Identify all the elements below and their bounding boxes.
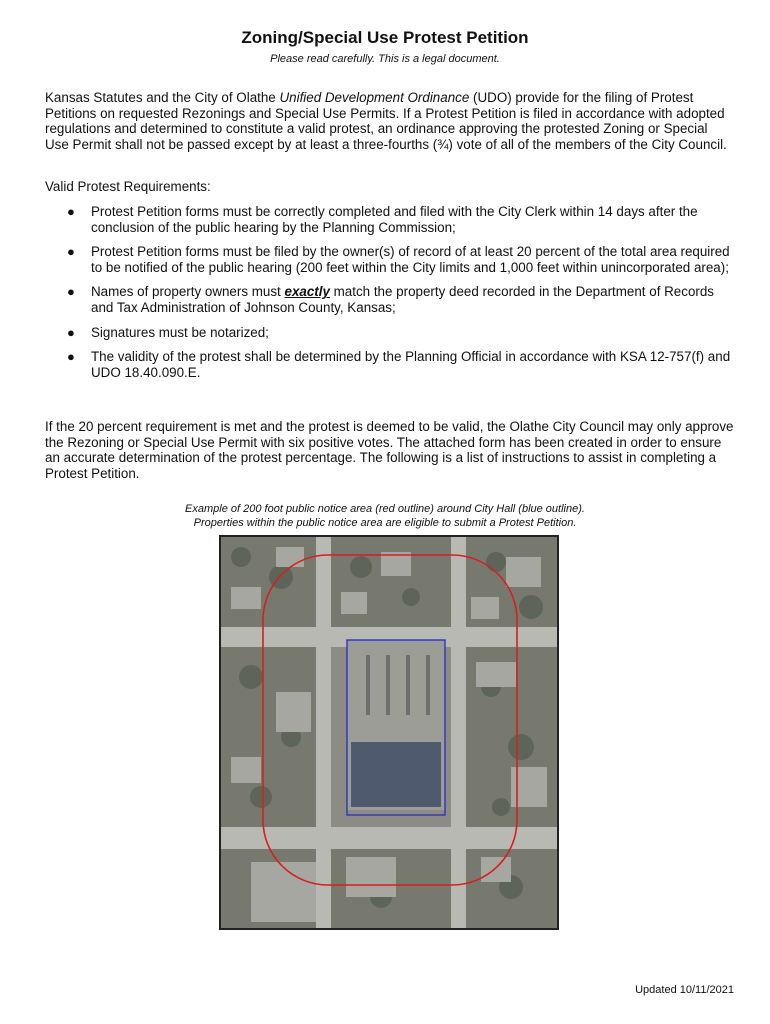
bullet-icon: ● (67, 324, 75, 340)
page-subtitle: Please read carefully. This is a legal document. (270, 53, 500, 65)
updated-date: Updated 10/11/2021 (635, 984, 734, 996)
aerial-map-image (219, 535, 559, 930)
list-item (45, 204, 737, 235)
figure-caption (0, 502, 770, 530)
list-item (45, 244, 737, 275)
aerial-map-svg (221, 537, 557, 928)
intro-paragraph (45, 90, 735, 152)
requirement-text: Protest Petition forms must be correctly completed and filed with the City Clerk within 14 days after the conclusion of the public hearing by the Planning Commission; (91, 204, 698, 235)
caption-line-2: Properties within the public notice area are eligible to submit a Protest Petition. (193, 517, 577, 529)
requirement-text: Signatures must be notarized; (91, 324, 269, 340)
page-title: Zoning/Special Use Protest Petition (241, 28, 529, 47)
requirement-text: Protest Petition forms must be filed by the owner(s) of record of at least 20 percent of the total area required to be notified of the public hearing (200 feet within the City limits and 1,000 feet within unincorporated area); (91, 244, 730, 275)
requirements-list (45, 204, 737, 389)
closing-paragraph: If the 20 percent requirement is met and the protest is deemed to be valid, the Olathe City Council may only approve the Rezoning or Special Use Permit with six positive votes. The attached form has been created in order to ensure an accurate determination of the protest percentage. The following is a list of instructions to assist in completing a Protest Petition. (45, 419, 734, 481)
bullet-icon: ● (67, 284, 75, 300)
list-item (45, 284, 737, 315)
list-item (45, 349, 737, 380)
intro-emphasis: Unified Development Ordinance (279, 90, 470, 105)
requirement-text-post: match the property deed recorded in the Department of Records and Tax Administration of Johnson County, Kansas; (91, 284, 714, 315)
requirements-heading: Valid Protest Requirements: (45, 179, 211, 194)
intro-text-1: Kansas Statutes and the City of Olathe (45, 90, 280, 105)
bullet-icon: ● (67, 244, 75, 260)
caption-line-1: Example of 200 foot public notice area (red outline) around City Hall (blue outline). (185, 503, 585, 515)
bullet-icon: ● (67, 204, 75, 219)
bullet-icon: ● (67, 349, 75, 365)
requirement-emphasis: exactly (284, 284, 330, 300)
requirement-text-pre: Names of property owners must (91, 284, 285, 300)
city-hall-building (351, 742, 441, 807)
intro-text-2: (UDO) provide for the filing of Protest Petitions on requested Rezonings and Special Use Permits. If a Protest Petition is filed in accordance with adopted regulations and determined to constitute a valid protest, an ordinance approving the protested Zoning or Special Use Permit shall not be passed except by at least a three-fourths (¾) vote of all of the members of the City Council. (45, 90, 727, 152)
list-item (45, 325, 737, 341)
requirement-text: The validity of the protest shall be determined by the Planning Official in accordance with KSA 12-757(f) and UDO 18.40.090.E. (91, 349, 731, 380)
